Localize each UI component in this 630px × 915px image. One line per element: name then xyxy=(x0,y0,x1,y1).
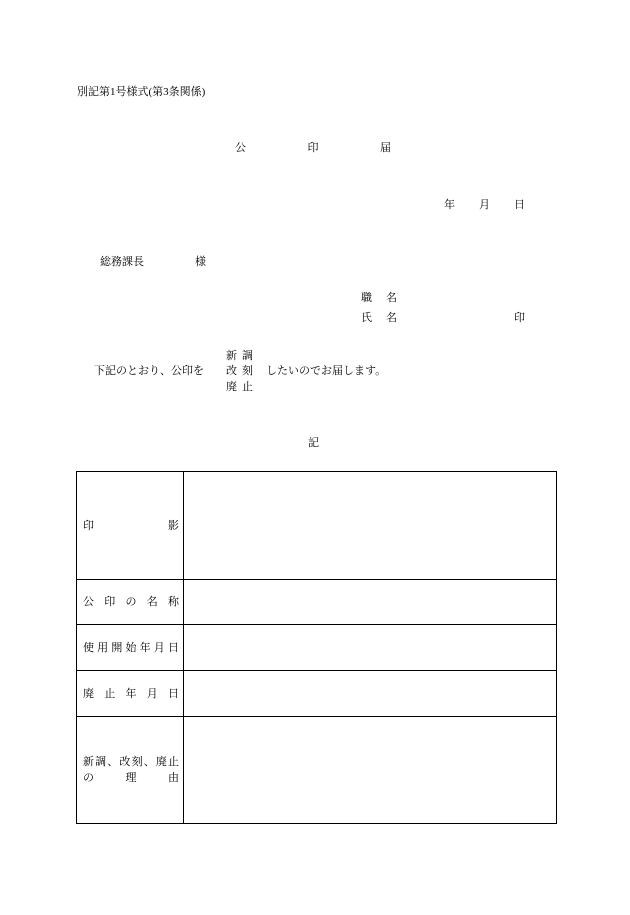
char: 職 xyxy=(361,292,372,304)
char: 調 xyxy=(95,756,107,768)
char: 止 xyxy=(104,687,116,700)
addressee-name: 総務課長 xyxy=(100,256,144,268)
char: 印 xyxy=(83,519,94,532)
row-value-reason xyxy=(184,717,556,823)
form-number: 別記第1号様式(第3条関係) xyxy=(77,86,206,98)
char: 日 xyxy=(167,641,179,654)
char: 用 xyxy=(97,641,109,654)
row-label-reason xyxy=(77,717,184,823)
row-value-abolish-date xyxy=(184,671,556,717)
document-title xyxy=(235,142,391,154)
char: 止 xyxy=(242,381,253,393)
row-label-abolish-date xyxy=(77,671,184,717)
date-month-label: 月 xyxy=(479,199,490,211)
char: 始 xyxy=(125,641,137,654)
char: 年 xyxy=(139,641,151,654)
char: 、 xyxy=(107,756,119,768)
body-suffix: したいのでお届します。 xyxy=(266,365,387,377)
row-label-start-date xyxy=(77,625,184,671)
addressee-honorific: 様 xyxy=(195,256,206,268)
row-value-seal-impression xyxy=(184,472,556,580)
row-value-start-date xyxy=(184,625,556,671)
char: 年 xyxy=(125,687,137,700)
row-label-seal-impression xyxy=(77,472,184,580)
label-text xyxy=(83,520,179,532)
char: 日 xyxy=(168,687,179,700)
char: の xyxy=(125,596,137,608)
label-text xyxy=(83,596,179,608)
char: 名 xyxy=(146,596,158,608)
char: 廃 xyxy=(155,756,167,768)
char: 止 xyxy=(167,756,179,768)
seal-mark: 印 xyxy=(514,312,525,324)
char: 理 xyxy=(125,772,137,784)
char: 印 xyxy=(307,142,319,154)
char: 刻 xyxy=(242,365,253,377)
char: 公 xyxy=(235,142,246,154)
char: 調 xyxy=(242,350,253,362)
char: 氏 xyxy=(361,312,372,324)
char: 廃 xyxy=(226,381,237,393)
option-new xyxy=(226,350,253,362)
date-year-label: 年 xyxy=(444,199,455,211)
char: 由 xyxy=(168,772,179,784)
char: 称 xyxy=(168,596,179,608)
char: 改 xyxy=(119,756,131,768)
option-abolish xyxy=(226,381,253,393)
detail-table xyxy=(76,471,557,824)
char: 新 xyxy=(83,756,94,768)
label-text xyxy=(83,642,179,654)
char: 名 xyxy=(386,312,397,324)
char: 使 xyxy=(83,641,94,654)
date-day-label: 日 xyxy=(514,199,525,211)
char: 月 xyxy=(146,687,158,700)
char: 影 xyxy=(168,519,179,532)
char: 名 xyxy=(386,292,397,304)
option-recarve xyxy=(226,365,253,377)
label-text-line-2 xyxy=(83,772,179,784)
char: 改 xyxy=(226,365,237,377)
label-text xyxy=(83,688,179,700)
char: の xyxy=(83,772,94,784)
char: 印 xyxy=(104,596,116,608)
row-label-seal-name xyxy=(77,580,184,625)
row-value-seal-name xyxy=(184,580,556,625)
char: 届 xyxy=(380,142,391,154)
body-prefix: 下記のとおり、公印を xyxy=(94,365,204,377)
char: 新 xyxy=(226,350,237,362)
char: 刻 xyxy=(131,756,143,768)
char: 公 xyxy=(83,596,94,608)
char: 廃 xyxy=(83,687,94,700)
ki-heading: 記 xyxy=(308,437,319,449)
char: 月 xyxy=(153,641,165,654)
char: 開 xyxy=(111,641,123,654)
position-label xyxy=(361,292,397,304)
name-label xyxy=(361,312,397,324)
label-text-line-1 xyxy=(83,756,179,768)
char: 、 xyxy=(143,756,155,768)
